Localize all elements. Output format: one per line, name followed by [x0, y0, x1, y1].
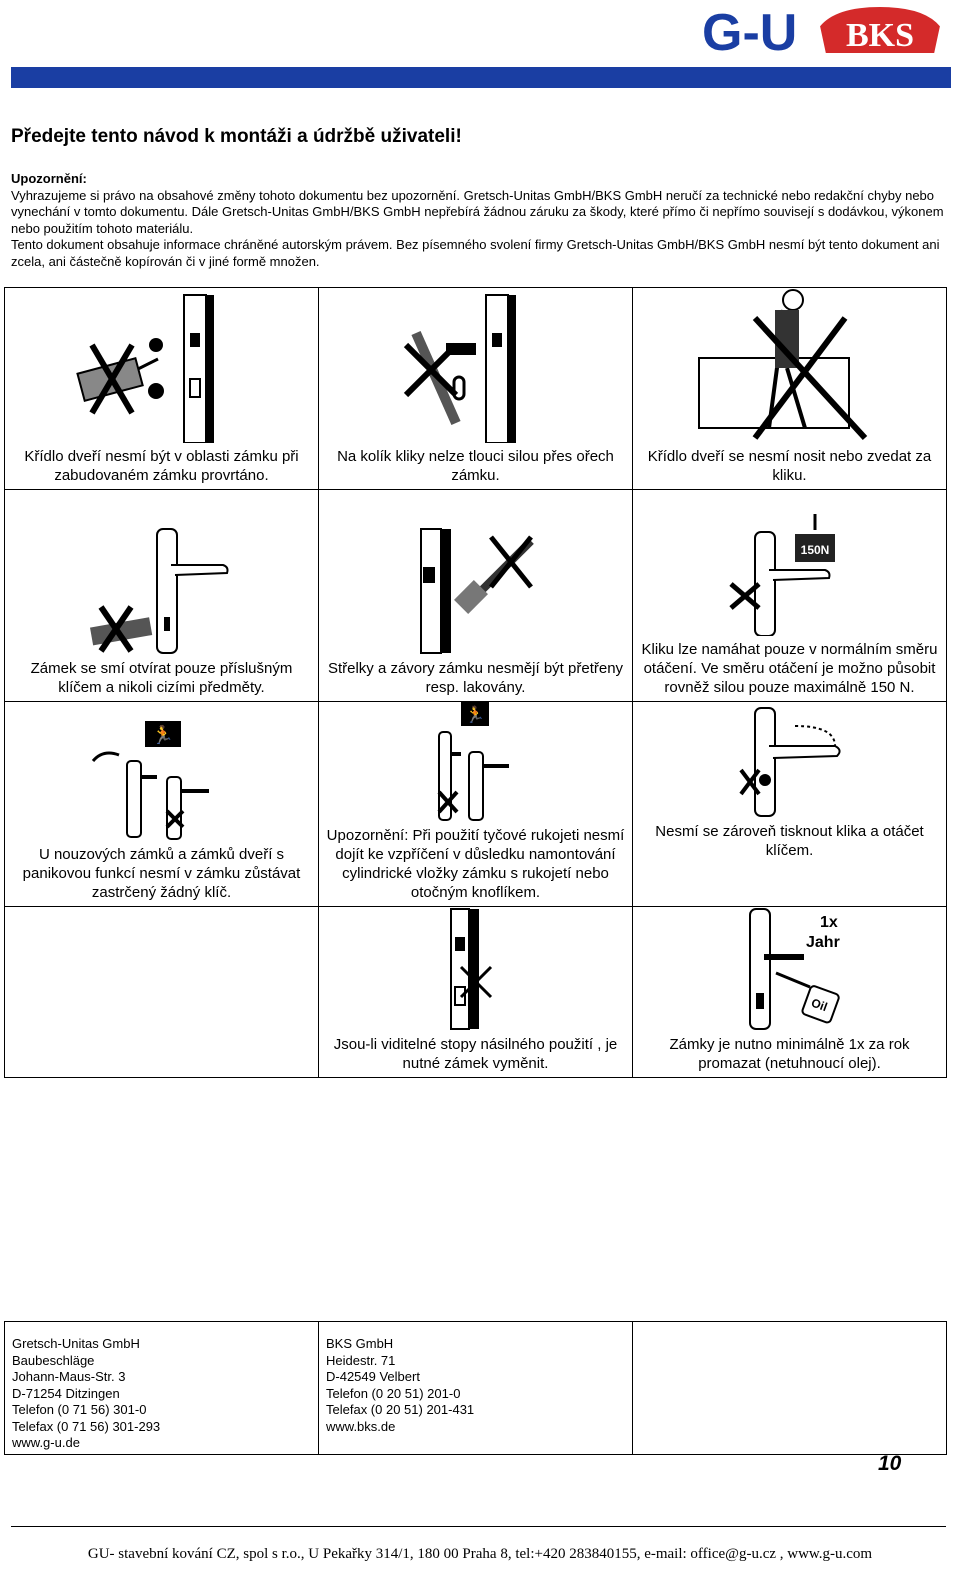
address-line: Gretsch-Unitas GmbH — [12, 1336, 140, 1351]
gu-logo — [700, 2, 810, 58]
address-line: Baubeschläge — [12, 1352, 95, 1368]
hammer-icon — [386, 293, 566, 443]
page-number: 10 — [878, 1452, 902, 1475]
notice — [11, 171, 946, 270]
instruction-text: Zámek se smí otvírat pouze příslušným klíčem a nikoli cizími předměty. — [30, 660, 293, 696]
gu-logo-text: G-U — [702, 4, 798, 58]
foreign-object-icon — [87, 527, 237, 655]
instruction-cell-empty — [5, 907, 319, 1078]
address-cell-bks — [319, 1322, 633, 1455]
bks-logo-text: BKS — [845, 17, 915, 54]
address-cell-gu — [5, 1322, 319, 1455]
instruction-cell — [633, 702, 947, 907]
weight-label: 150N — [800, 543, 829, 557]
carry-door-icon — [695, 288, 885, 443]
instruction-text: Kliku lze namáhat pouze v normálním směru otáčení. Ve směru otáčení je možno působit rovněž silou pouze maximálně 150 N. — [641, 641, 938, 696]
instruction-cell — [5, 490, 319, 702]
instruction-text: Jsou-li viditelné stopy násilného použití , je nutné zámek vyměnit. — [333, 1036, 618, 1072]
oil-frequency-label: 1x — [819, 914, 838, 931]
notice-heading: Upozornění: — [11, 171, 87, 186]
instruction-cell — [633, 288, 947, 490]
instruction-text: Křídlo dveří nesmí být v oblasti zámku při zabudovaném zámku provrtáno. — [24, 448, 299, 484]
instruction-cell — [633, 907, 947, 1078]
drill-icon — [72, 293, 252, 443]
svg-text:🏃: 🏃 — [151, 725, 174, 746]
address-cell-empty — [633, 1322, 947, 1455]
address-line: Telefon (0 71 56) 301-0 — [12, 1402, 147, 1417]
instruction-text: Křídlo dveří se nesmí nosit nebo zvedat za kliku. — [647, 448, 932, 484]
instruction-grid — [4, 287, 947, 1078]
weight-150n-icon — [725, 512, 855, 636]
instruction-text: U nouzových zámků a zámků dveří s panikovou funkcí nesmí v zámku zůstávat zastrčený žádný klíč. — [22, 846, 301, 901]
svg-text:🏃: 🏃 — [464, 705, 485, 724]
notice-paragraph-1: Vyhrazujeme si právo na obsahové změny tohoto dokumentu bez upozornění. Gretsch-Unitas GmbH/BKS GmbH neručí za technické nebo redakční chyby nebo vynechání v tomto dokumentu. Dále Gretsch-Unitas GmbH/BKS GmbH nepřebírá žádnou záruku za škody, které přímo či nepřímo souvisejí s dodávkou, výkonem nebo použitím tohoto materiálu. — [11, 187, 944, 236]
address-line: Heidestr. 71 — [326, 1352, 396, 1368]
handle-key-icon — [725, 706, 855, 818]
address-link[interactable]: www.g-u.de — [12, 1435, 80, 1450]
address-line: Telefon (0 20 51) 201-0 — [326, 1385, 461, 1401]
address-line: Telefax (0 71 56) 301-293 — [12, 1418, 161, 1434]
oil-can-icon — [720, 907, 860, 1031]
address-table — [4, 1321, 947, 1455]
instruction-text: Na kolík kliky nelze tlouci silou přes ořech zámku. — [337, 448, 614, 484]
damaged-lock-icon — [431, 907, 521, 1031]
instruction-cell — [319, 288, 633, 490]
address-line: D-71254 Ditzingen — [12, 1385, 120, 1401]
instruction-text: Nesmí se zároveň tisknout klika a otáčet klíčem. — [655, 823, 924, 859]
oil-can-label: Oil — [808, 995, 829, 1015]
instruction-text: Střelky a závory zámku nesmějí být přetřeny resp. lakovány. — [327, 660, 624, 696]
footer-divider — [11, 1526, 946, 1527]
address-line: D-42549 Velbert — [326, 1369, 420, 1384]
address-line: BKS GmbH — [326, 1336, 394, 1351]
instruction-cell — [633, 490, 947, 702]
instruction-cell — [5, 702, 319, 907]
instruction-text: Upozornění: Při použití tyčové rukojeti nesmí dojít ke vzpříčení v důsledku namontování cylindrické vložky zámku s rukojetí nebo otočným knoflíkem. — [326, 827, 625, 901]
instruction-text: Zámky je nutno minimálně 1x za rok promazat (netuhnoucí olej). — [669, 1036, 910, 1072]
header-band — [11, 67, 951, 88]
oil-period-label: Jahr — [805, 934, 840, 951]
address-line: Johann-Maus-Str. 3 — [12, 1369, 126, 1384]
footer: GU- stavební kování CZ, spol s r.o., U Pekařky 314/1, 180 00 Praha 8, tel:+420 283840155, e-mail: office@g-u.cz , www.g-u.com — [87, 1546, 873, 1562]
bks-logo — [815, 4, 945, 56]
paint-brush-icon — [401, 527, 551, 655]
instruction-cell — [5, 288, 319, 490]
address-line: Telefax (0 20 51) 201-431 — [326, 1402, 475, 1417]
instruction-cell — [319, 702, 633, 907]
page-title: Předejte tento návod k montáži a údržbě uživateli! — [11, 126, 462, 147]
address-link[interactable]: www.bks.de — [326, 1418, 396, 1434]
notice-paragraph-2: Tento dokument obsahuje informace chráněné autorským právem. Bez písemného svolení firmy Gretsch-Unitas GmbH/BKS GmbH nesmí být tento dokument ani zcela, ani částečně kopírován či v jiné formě množen. — [11, 237, 940, 269]
emergency-exit-icon — [421, 702, 531, 822]
instruction-cell — [319, 907, 633, 1078]
emergency-exit-icon — [87, 721, 237, 841]
instruction-cell — [319, 490, 633, 702]
